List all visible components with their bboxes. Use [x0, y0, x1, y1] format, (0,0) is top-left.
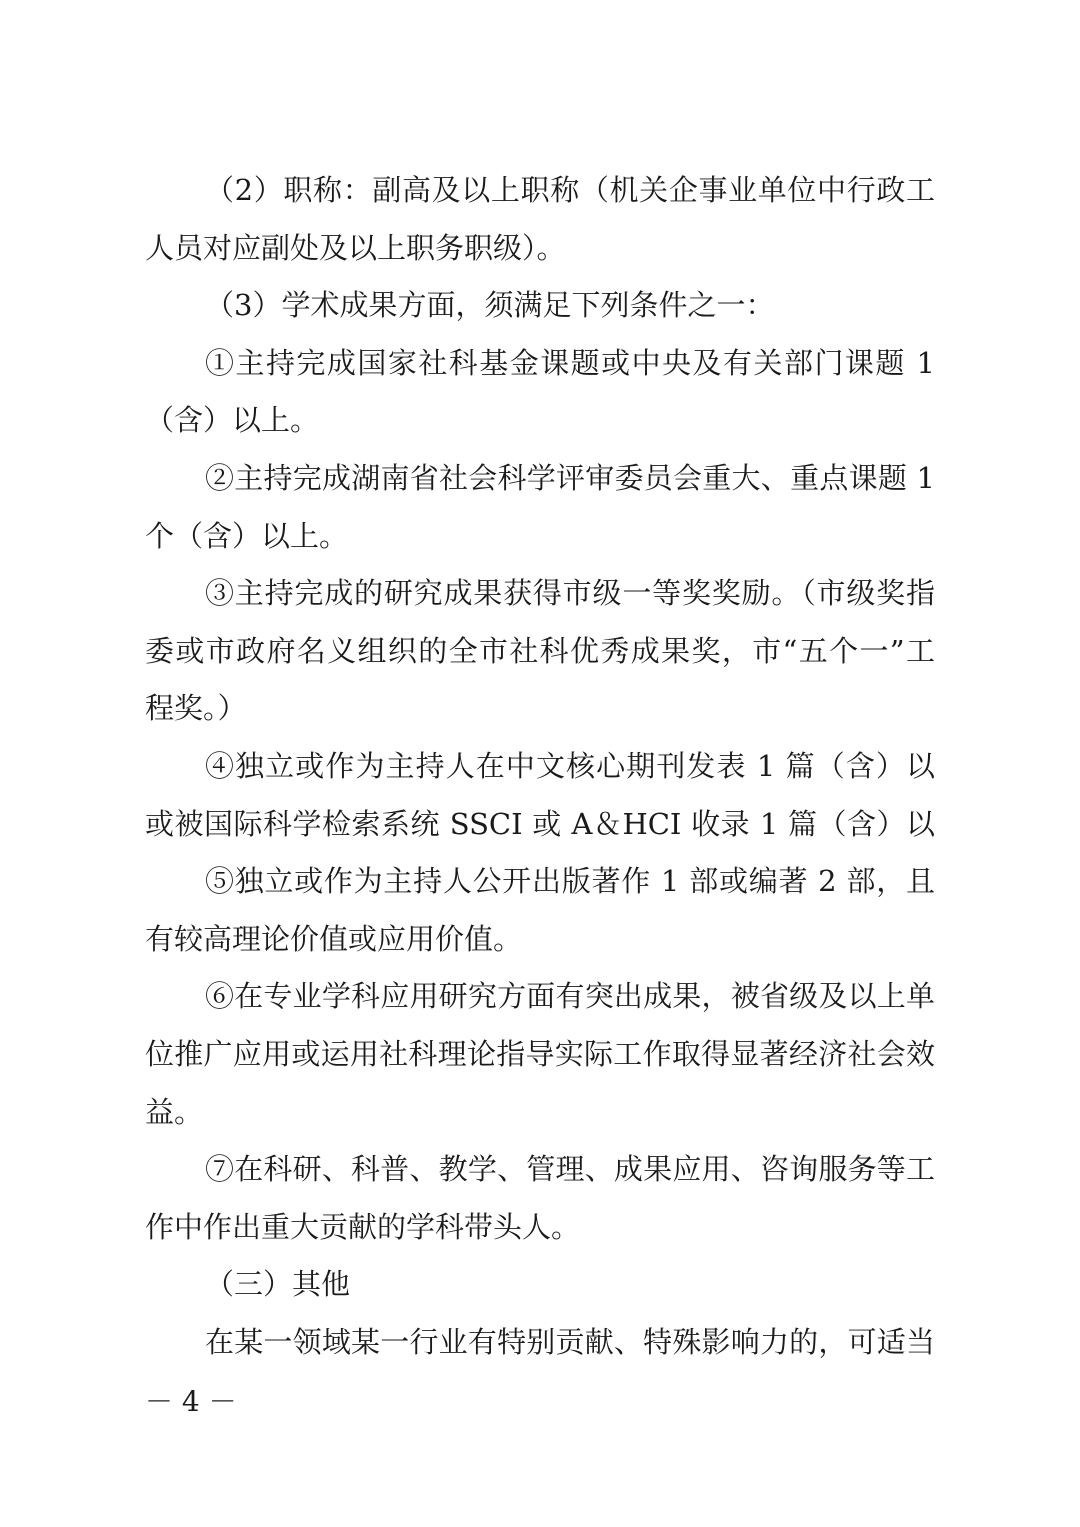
paragraph-line: （2）职称：副高及以上职称（机关企事业单位中行政工: [205, 173, 935, 207]
paragraph-line: ①主持完成国家社科基金课题或中央及有关部门课题 1: [205, 345, 935, 380]
paragraph-line: ②主持完成湖南省社会科学评审委员会重大、重点课题 1: [205, 460, 935, 495]
paragraph-line: 位推广应用或运用社科理论指导实际工作取得显著经济社会效: [145, 1036, 935, 1071]
paragraph-line: 作中作出重大贡献的学科带头人。: [145, 1209, 581, 1244]
paragraph-line: 人员对应副处及以上职务职级）。: [145, 230, 566, 265]
paragraph-line: （含）以上。: [145, 403, 320, 438]
paragraph-line: 有较高理论价值或应用价值。: [145, 921, 523, 956]
body-text: [145, 162, 935, 1371]
paragraph-line: 益。: [145, 1094, 204, 1129]
paragraph-line: 个（含）以上。: [145, 518, 349, 553]
paragraph-line: 在某一领域某一行业有特别贡献、特殊影响力的，可适当: [205, 1324, 935, 1359]
paragraph-line: 程奖。）: [145, 691, 247, 726]
section-heading: （三）其他: [205, 1267, 351, 1302]
page-number: － 4 －: [145, 1385, 237, 1418]
paragraph-line: ⑦在科研、科普、教学、管理、成果应用、咨询服务等工: [205, 1152, 935, 1187]
paragraph-line: 或被国际科学检索系统 SSCI 或 A＆HCI 收录 1 篇（含）以: [145, 806, 935, 841]
paragraph-line: ⑥在专业学科应用研究方面有突出成果，被省级及以上单: [205, 979, 935, 1014]
paragraph-line: ③主持完成的研究成果获得市级一等奖奖励。（市级奖指: [205, 576, 935, 611]
paragraph-line: （3）学术成果方面，须满足下列条件之一：: [205, 288, 775, 323]
paragraph-line: ④独立或作为主持人在中文核心期刊发表 1 篇（含）以: [205, 748, 935, 783]
paragraph-line: ⑤独立或作为主持人公开出版著作 1 部或编著 2 部，且: [205, 864, 935, 899]
paragraph-line: 委或市政府名义组织的全市社科优秀成果奖，市“五个一”工: [145, 633, 935, 668]
